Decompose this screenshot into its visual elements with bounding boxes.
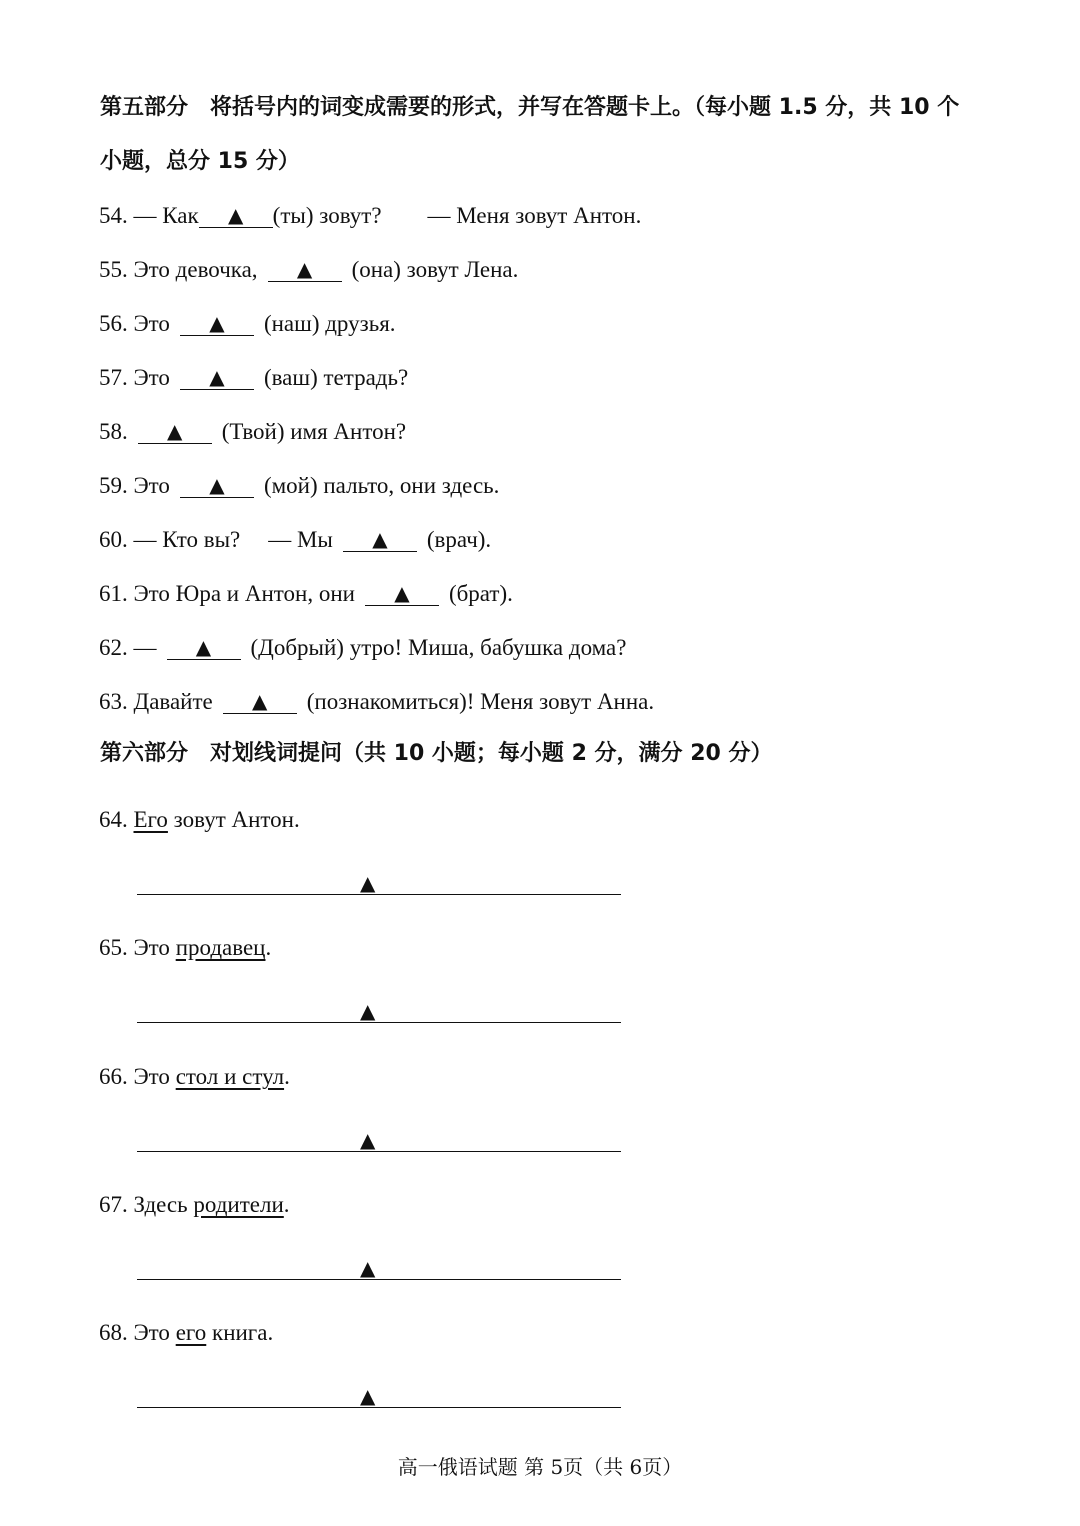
question-68: 68. Это его книга. [99, 1320, 274, 1345]
underlined-word: его [175, 1320, 207, 1345]
question-67: 67. Здесь родители. [99, 1192, 290, 1217]
triangle-marker-icon: ▲ [360, 1384, 376, 1408]
question-66: 66. Это стол и стул. [99, 1064, 290, 1089]
question-59: 59. Это ▲ (мой) пальто, они здесь. [99, 473, 500, 498]
answer-blank [180, 471, 254, 498]
question-55: 55. Это девочка, ▲ (она) зовут Лена. [99, 257, 519, 282]
answer-line [137, 999, 621, 1023]
answer-blank [223, 687, 297, 714]
answer-blank [365, 579, 439, 606]
triangle-marker-icon: ▲ [360, 1128, 376, 1152]
underlined-word: продавец [175, 935, 266, 960]
answer-blank [343, 525, 417, 552]
triangle-marker-icon: ▲ [394, 581, 410, 605]
answer-line [137, 1128, 621, 1152]
part5-heading: 第五部分 将括号内的词变成需要的形式，并写在答题卡上。（每小题 1.5 分，共 10 个小题，总分 15 分） [100, 95, 960, 174]
question-63: 63. Давайте ▲ (познакомиться)! Меня зовут Анна. [99, 689, 655, 714]
question-54: 54. — Как ▲ (ты) зовут? — Меня зовут Антон. [99, 203, 642, 228]
answer-line [137, 871, 621, 895]
answer-blank [199, 201, 273, 228]
question-62: 62. — ▲ (Добрый) утро! Миша, бабушка дома? [99, 635, 627, 660]
answer-line [137, 1256, 621, 1280]
page-footer: 高一俄语试题 第 5页（共 6页） [397, 1455, 683, 1479]
triangle-marker-icon: ▲ [372, 527, 388, 551]
underlined-word: родители [193, 1192, 284, 1217]
part6-heading: 第六部分 对划线词提问（共 10 小题；每小题 2 分，满分 20 分） [100, 741, 773, 766]
question-61: 61. Это Юра и Антон, они ▲ (брат). [99, 581, 513, 606]
triangle-marker-icon: ▲ [209, 473, 225, 497]
triangle-marker-icon: ▲ [296, 257, 313, 281]
question-60: 60. — Кто вы? — Мы ▲ (врач). [99, 527, 492, 552]
question-58: 58. ▲ (Твой) имя Антон? [99, 419, 407, 444]
answer-blank [167, 633, 241, 660]
triangle-marker-icon: ▲ [360, 999, 376, 1023]
question-56: 56. Это ▲ (наш) друзья. [99, 311, 396, 336]
underlined-word: стол и стул [175, 1064, 285, 1089]
question-57: 57. Это ▲ (ваш) тетрадь? [99, 365, 409, 390]
question-64: 64. Его зовут Антон. [99, 807, 300, 832]
triangle-marker-icon: ▲ [360, 871, 376, 895]
triangle-marker-icon: ▲ [167, 419, 183, 443]
answer-blank [180, 363, 254, 390]
triangle-marker-icon: ▲ [209, 365, 225, 389]
answer-blank [268, 255, 342, 282]
triangle-marker-icon: ▲ [360, 1256, 376, 1280]
underlined-word: Его [133, 807, 168, 832]
triangle-marker-icon: ▲ [195, 635, 212, 659]
question-65: 65. Это продавец. [99, 935, 272, 960]
triangle-marker-icon: ▲ [209, 311, 225, 335]
answer-blank [180, 309, 254, 336]
answer-blank [138, 417, 212, 444]
triangle-marker-icon: ▲ [252, 689, 268, 713]
triangle-marker-icon: ▲ [227, 203, 244, 227]
answer-line [137, 1384, 621, 1408]
